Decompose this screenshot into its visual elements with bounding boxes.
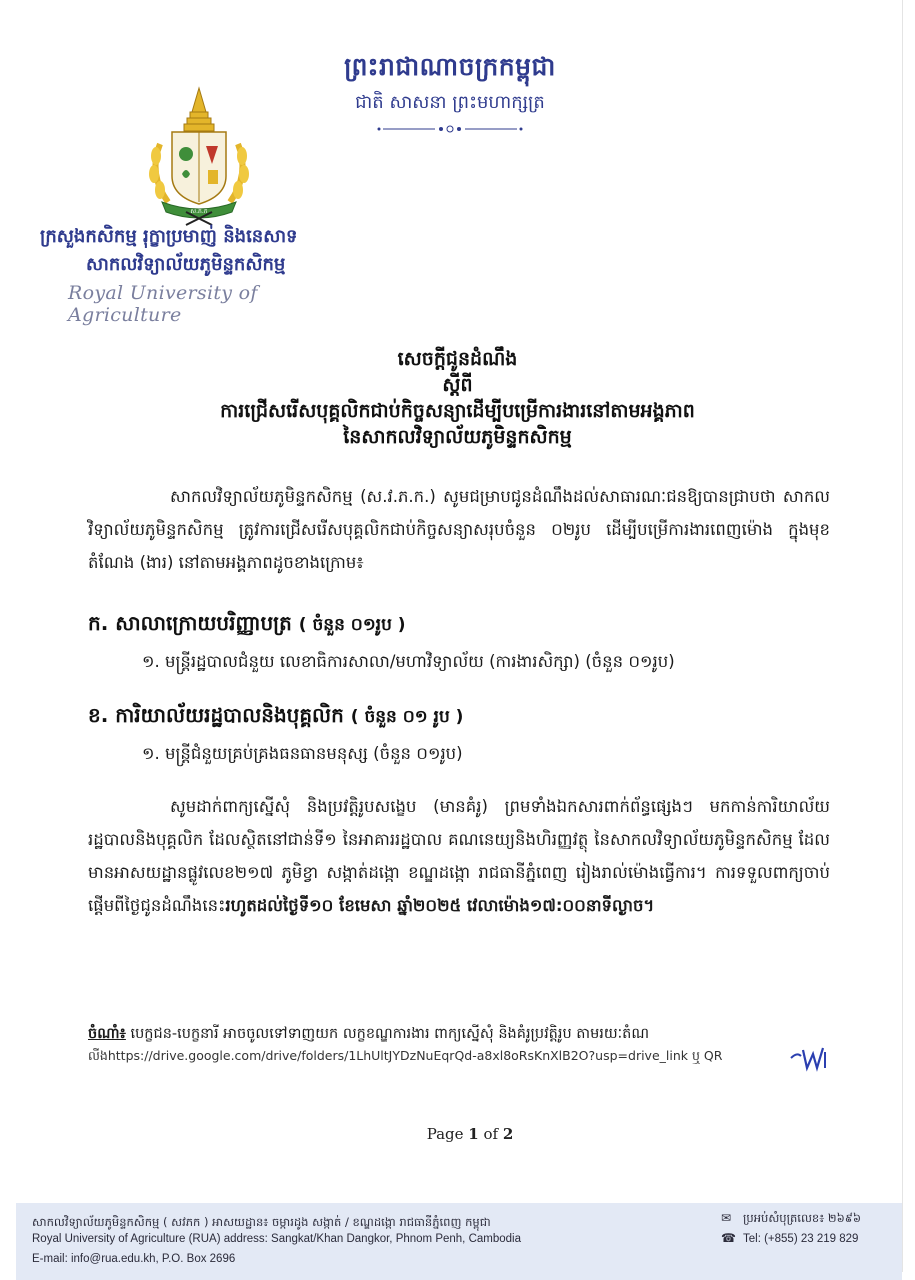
page-current: 1 bbox=[468, 1125, 479, 1143]
ornament-divider bbox=[375, 122, 525, 136]
page-label-mid: of bbox=[478, 1125, 503, 1143]
section-b-count: ( ចំនួន ០១ រូប ) bbox=[350, 707, 464, 727]
phone-icon: ☎ bbox=[721, 1231, 736, 1245]
section-heading-b bbox=[88, 702, 788, 732]
announcement-title bbox=[150, 346, 765, 450]
footer-po-box bbox=[721, 1211, 861, 1228]
page-total: 2 bbox=[502, 1125, 514, 1143]
footer-address-kh: សាកលវិទ្យាល័យភូមិន្ទកសិកម្ម ( សវភក ) អាសយដ្ឋាន៖ ចម្ការដូង សង្កាត់ / ខណ្ឌដង្កោ រាជធានីភ្នំពេញ កម្ពុជា bbox=[32, 1215, 491, 1229]
ministry-name: ក្រសួងកសិកម្ម រុក្ខាប្រមាញ់ និងនេសាទ bbox=[40, 226, 298, 247]
section-b-item: ១. មន្ត្រីជំនួយគ្រប់គ្រងធនធានមនុស្ស (ចំនួន ០១រូប) bbox=[142, 744, 463, 763]
page-footer bbox=[16, 1203, 902, 1280]
footer-tel bbox=[721, 1231, 858, 1245]
note-link-prefix: លីង bbox=[88, 1048, 108, 1063]
note-text: បេក្ខជន-បេក្ខនារី អាចចូលទៅទាញយក លក្ខខណ្ឌការងារ ពាក្យស្នើសុំ និងគំរូប្រវត្តិរូប តាមរយៈតំណ bbox=[125, 1026, 650, 1042]
tel-text: Tel: (+855) 23 219 829 bbox=[743, 1233, 859, 1245]
title-line-4: នៃសាកលវិទ្យាល័យភូមិន្ទកសិកម្ម bbox=[343, 426, 572, 448]
national-motto: ជាតិ សាសនា ព្រះមហាក្សត្រ bbox=[355, 92, 545, 113]
university-name-kh: សាកលវិទ្យាល័យភូមិន្ទកសិកម្ម bbox=[86, 254, 286, 275]
university-name-en: Royal University of Agriculture bbox=[68, 282, 258, 326]
intro-text: សាកលវិទ្យាល័យភូមិន្ទកសិកម្ម (ស.វ.ភ.ក.) សូមជម្រាបជូនដំណឹងដល់សាធារណៈជនឱ្យបានជ្រាបថា សាកលវិទ្យាល័យភូមិន្ទកសិកម្ម ត្រូវការជ្រើសរើសបុគ្គលិកជាប់កិច្ចសន្យាសរុបចំនួន ០២រូប ដើម្បីបម្រើការងារពេញម៉ោង ក្នុងមុខតំណែង (ងារ) នៅតាមអង្គភាពដូចខាងក្រោម៖ bbox=[88, 487, 830, 572]
title-line-1: សេចក្តីជូនដំណឹង bbox=[397, 348, 518, 370]
page-label-pre: Page bbox=[426, 1125, 469, 1143]
note-label: ចំណាំ៖ bbox=[88, 1026, 126, 1042]
note-link-line bbox=[88, 1040, 848, 1072]
initials-signature bbox=[787, 1042, 835, 1072]
section-a-count: ( ចំនួន ០១រូប ) bbox=[298, 615, 406, 635]
intro-paragraph bbox=[88, 480, 830, 579]
po-box-text: ប្រអប់សំបុត្រលេខ៖ ២៦៩៦ bbox=[743, 1211, 862, 1225]
footer-address-en: Royal University of Agriculture (RUA) address: Sangkat/Khan Dangkor, Phnom Penh, Cambodia bbox=[32, 1233, 521, 1245]
application-paragraph bbox=[88, 790, 830, 922]
university-emblem bbox=[140, 84, 258, 226]
drive-link[interactable]: https://drive.google.com/drive/folders/1LhUltJYDzNuEqrQd-a8xl8oRsKnXlB2O?usp=drive_link bbox=[107, 1048, 688, 1063]
section-a-item: ១. មន្ត្រីរដ្ឋបាលជំនួយ លេខាធិការសាលា/មហាវិទ្យាល័យ (ការងារសិក្សា) (ចំនួន ០១រូប) bbox=[142, 652, 675, 671]
note-suffix: ឬ QR bbox=[688, 1048, 723, 1063]
section-a-title: ក. សាលាក្រោយបរិញ្ញាបត្រ bbox=[88, 611, 292, 635]
footer-email: E-mail: info@rua.edu.kh, P.O. Box 2696 bbox=[32, 1253, 236, 1265]
application-deadline: រហូតដល់ថ្ងៃទី១០ ខែមេសា ឆ្នាំ២០២៥ វេលាម៉ោង១៧:០០នាទីល្ងាច។ bbox=[225, 896, 655, 915]
svg-text:ស.ភ.ក: ស.ភ.ក bbox=[190, 208, 208, 215]
section-heading-a bbox=[88, 610, 788, 640]
section-b-title: ខ. ការិយាល័យរដ្ឋបាលនិងបុគ្គលិក bbox=[88, 703, 344, 727]
envelope-icon: ✉ bbox=[721, 1211, 732, 1225]
application-text: សូមដាក់ពាក្យស្នើសុំ និងប្រវត្តិរូបសង្ខេប (មានគំរូ) ព្រមទាំងឯកសារពាក់ព័ន្ធផ្សេងៗ មកកាន់ការិយាល័យរដ្ឋបាលនិងបុគ្គលិក ដែលស្ថិតនៅជាន់ទី១ នៃអាគាររដ្ឋបាល គណនេយ្យនិងហិរញ្ញវត្ថុ នៃសាកលវិទ្យាល័យភូមិន្ទកសិកម្ម ដែលមានអាសយដ្ឋានផ្លូវលេខ២១៧ ភូមិខ្វា សង្កាត់ដង្កោ ខណ្ឌដង្កោ រាជធានីភ្នំពេញ រៀងរាល់ម៉ោងធ្វើការ។ ការទទួលពាក្យចាប់ផ្តើមពីថ្ងៃជូនដំណឹងនេះ bbox=[88, 797, 830, 915]
page-number bbox=[0, 1125, 915, 1143]
title-line-2: ស្តីពី bbox=[442, 374, 473, 396]
kingdom-title: ព្រះរាជាណាចក្រកម្ពុជា bbox=[344, 52, 556, 81]
title-line-3: ការជ្រើសរើសបុគ្គលិកជាប់កិច្ចសន្យាដើម្បីបម្រើការងារនៅតាមអង្គភាព bbox=[220, 400, 695, 422]
